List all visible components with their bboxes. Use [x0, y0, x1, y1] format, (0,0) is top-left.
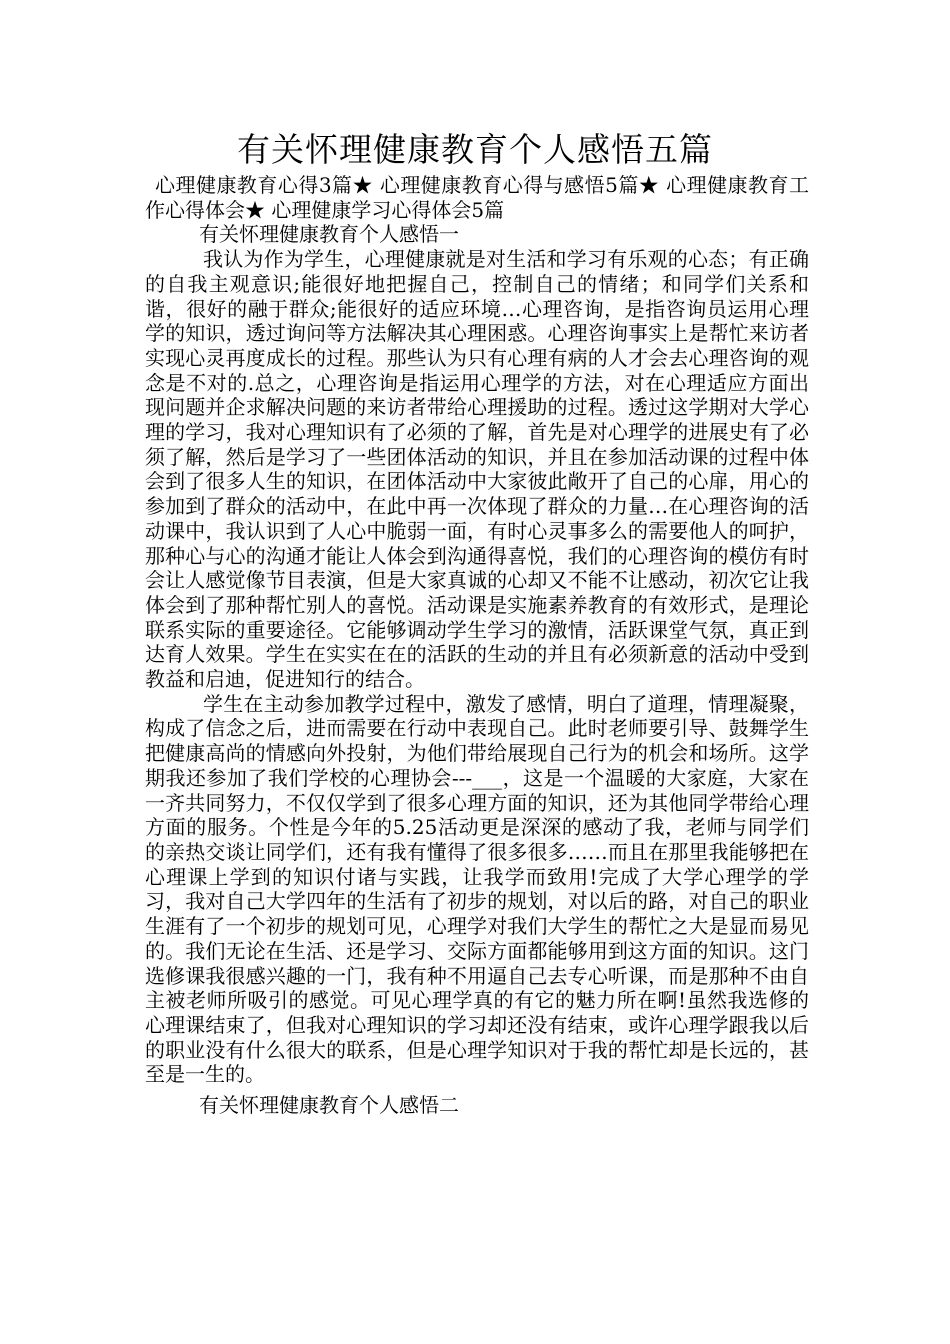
- paragraph-two: 学生在主动参加教学过程中，激发了感情，明白了道理，情理凝聚，构成了信念之后，进而需要在行动中表现自己。此时老师要引导、鼓舞学生把健康高尚的情感向外投射，为他们带给展现自己行为的机会和场所。这学期我还参加了我们学校的心理协会---___，这是一个温暖的大家庭，大家在一齐共同努力，不仅仅学到了很多心理方面的知识，还为其他同学带给心理方面的服务。个性是今年的5.25活动更是深深的感动了我，老师与同学们的亲热交谈让同学们，还有我有懂得了很多很多……而且在那里我能够把在心理课上学到的知识付诸与实践，让我学而致用!完成了大学心理学的学习，我对自己大学四年的生活有了初步的规划，对以后的路，对自己的职业生涯有了一个初步的规划可见，心理学对我们大学生的帮忙之大是显而易见的。我们无论在生活、还是学习、交际方面都能够用到这方面的知识。这门选修课我很感兴趣的一门，我有种不用逼自己去专心听课，而是那种不由自主被老师所吸引的感觉。可见心理学真的有它的魅力所在啊!虽然我选修的心理课结束了，但我对心理知识的学习却还没有结束，或许心理学跟我以后的职业没有什么很大的联系，但是心理学知识对于我的帮忙却是长远的，甚至是一生的。: [145, 691, 809, 1087]
- section-heading-one: 有关怀理健康教育个人感悟一: [199, 222, 459, 247]
- section-heading-two: 有关怀理健康教育个人感悟二: [199, 1093, 459, 1118]
- paragraph-one: 我认为作为学生，心理健康就是对生活和学习有乐观的心态；有正确的自我主观意识;能很好地把握自己，控制自己的情绪；和同学们关系和谐，很好的融于群众;能很好的适应环境…心理咨询，是指咨询员运用心理学的知识，透过询问等方法解决其心理困惑。心理咨询事实上是帮忙来访者实现心灵再度成长的过程。那些认为只有心理有病的人才会去心理咨询的观念是不对的.总之，心理咨询是指运用心理学的方法，对在心理适应方面出现问题并企求解决问题的来访者带给心理援助的过程。透过这学期对大学心理的学习，我对心理知识有了必须的了解，首先是对心理学的进展史有了必须了解，然后是学习了一些团体活动的知识，并且在参加活动课的过程中体会到了很多人生的知识，在团体活动中大家彼此敞开了自己的心扉，用心的参加到了群众的活动中，在此中再一次体现了群众的力量…在心理咨询的活动课中，我认识到了人心中脆弱一面，有时心灵事多么的需要他人的呵护，那种心与心的沟通才能让人体会到沟通得喜悦，我们的心理咨询的模仿有时会让人感觉像节目表演，但是大家真诚的心却又不能不让感动，初次它让我体会到了那种帮忙别人的喜悦。活动课是实施素养教育的有效形式，是理论联系实际的重要途径。它能够调动学生学习的激情，活跃课堂气氛，真正到达育人效果。学生在实实在在的活跃的生动的并且有必须新意的活动中受到教益和启迪，促进知行的结合。: [145, 247, 809, 692]
- document-title: 有关怀理健康教育个人感悟五篇: [237, 130, 713, 169]
- related-articles-line: 心理健康教育心得3篇★ 心理健康教育心得与感悟5篇★ 心理健康教育工作心得体会★ 心理健康学习心得体会5篇: [145, 173, 809, 222]
- document-body: [145, 173, 809, 1118]
